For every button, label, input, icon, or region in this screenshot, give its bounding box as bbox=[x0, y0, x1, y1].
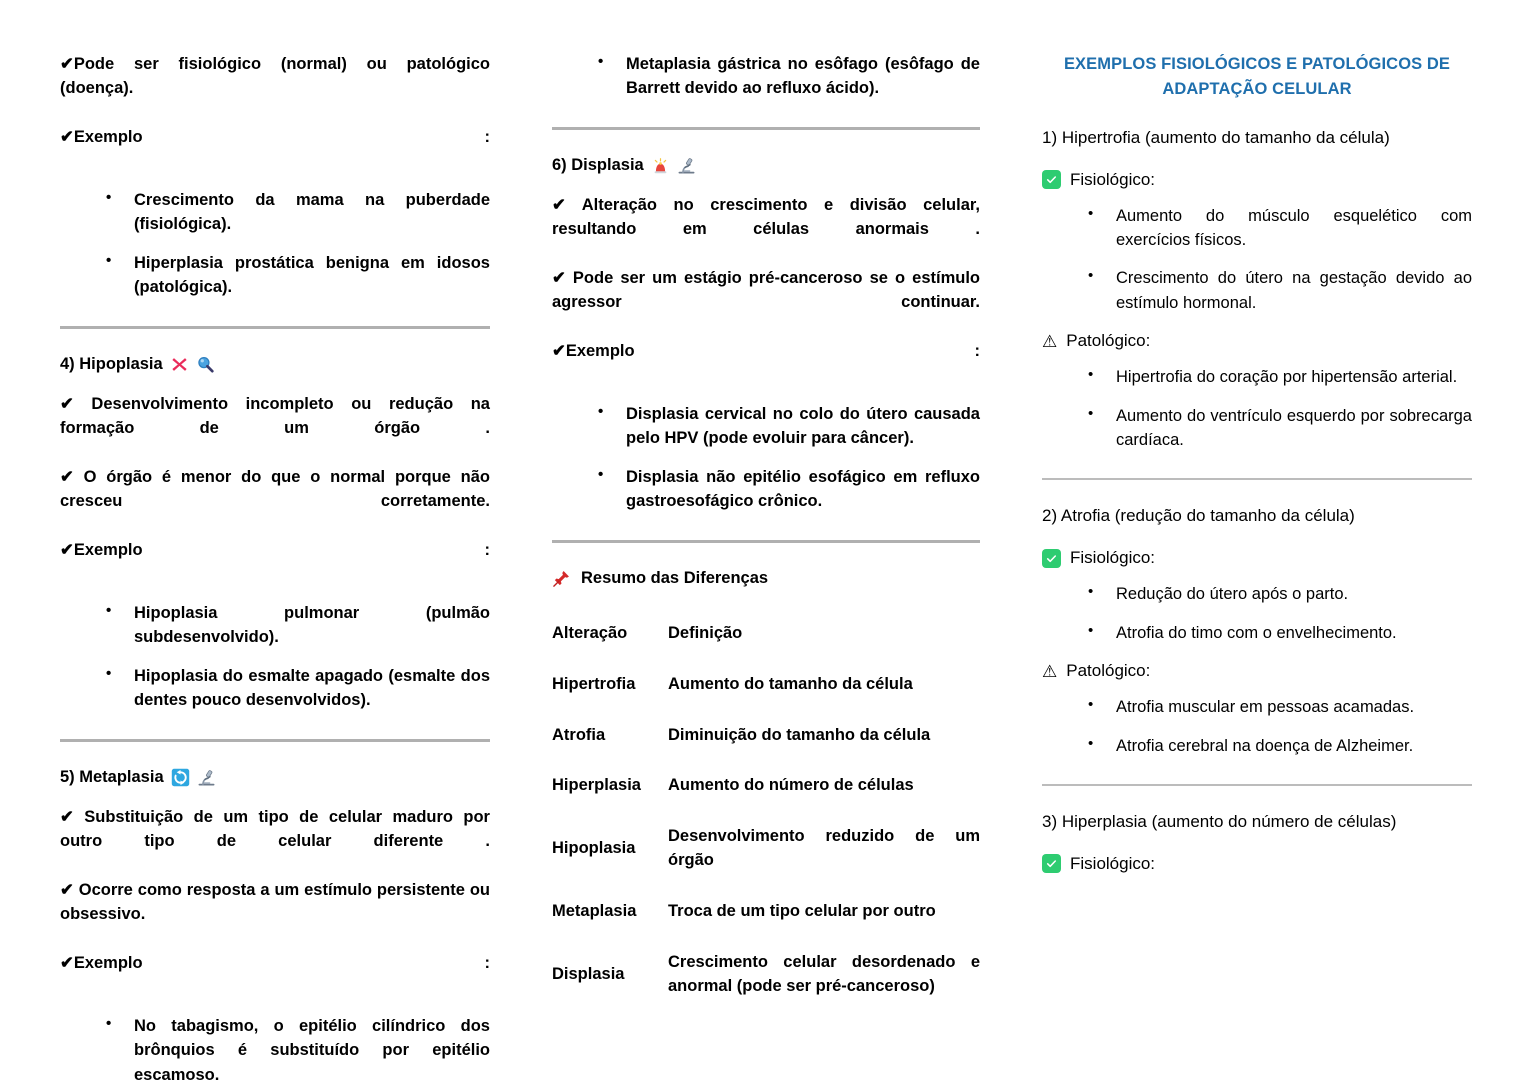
page-title: EXEMPLOS FISIOLÓGICOS E PATOLÓGICOS DE ADAPTAÇÃO CELULAR bbox=[1063, 55, 1451, 98]
patologico-label-text: Patológico: bbox=[1066, 331, 1151, 351]
metaplasia-line-1-text: Substituição de um tipo de celular maduro por outro tipo de celular diferente . bbox=[60, 807, 490, 850]
table-row bbox=[552, 766, 980, 817]
hipoplasia-examples-list bbox=[60, 601, 490, 713]
displasia-line-2 bbox=[552, 266, 980, 339]
check-glyph-icon: ✔ bbox=[60, 394, 92, 413]
hipoplasia-line-1-text: Desenvolvimento incompleto ou redução na formação de um órgão . bbox=[60, 394, 490, 438]
table-cell-term: Displasia bbox=[552, 965, 625, 984]
intro-line-2-text: Exemplo : bbox=[73, 128, 490, 147]
check-glyph-icon: ✔ bbox=[60, 807, 85, 826]
fisiologico-label-text: Fisiológico: bbox=[1070, 548, 1156, 568]
table-cell-definition: Aumento do número de células bbox=[668, 776, 914, 795]
table-cell-term: Metaplasia bbox=[552, 902, 637, 921]
fisiologico-label-text: Fisiológico: bbox=[1070, 853, 1156, 873]
displasia-line-1-text: Alteração no crescimento e divisão celular, resultando em células anormais . bbox=[552, 195, 980, 239]
resumo-table bbox=[552, 614, 980, 1003]
table-cell-definition: Crescimento celular desordenado e anormal (pode ser pré-canceroso) bbox=[668, 953, 980, 996]
column-header-alteracao: Alteração bbox=[552, 623, 628, 642]
check-glyph-icon: ✔ bbox=[552, 342, 566, 361]
list-item: • Aumento do músculo esquelético com exercícios físicos. bbox=[1088, 204, 1472, 253]
intro-examples-list bbox=[60, 188, 490, 300]
table-cell-definition: Desenvolvimento reduzido de um órgão bbox=[668, 827, 980, 870]
patologico-label bbox=[1042, 661, 1472, 681]
pushpin-icon bbox=[552, 569, 571, 588]
resumo-title-text: Resumo das Diferenças bbox=[581, 568, 769, 587]
table-row bbox=[552, 665, 980, 716]
column-header-definicao: Definição bbox=[668, 623, 743, 642]
metaplasia-continued-list bbox=[552, 52, 980, 101]
check-glyph-icon: ✔ bbox=[60, 55, 74, 73]
section-hiperplasia bbox=[1042, 812, 1472, 874]
microscope-icon bbox=[197, 768, 216, 787]
fisiologico-label bbox=[1042, 170, 1472, 190]
check-glyph-icon: ✔ bbox=[552, 269, 573, 288]
warning-triangle-icon: ⚠ bbox=[1042, 331, 1058, 351]
table-cell-definition: Aumento do tamanho da célula bbox=[668, 674, 913, 693]
table-header-row bbox=[552, 614, 980, 665]
magnifying-glass-icon bbox=[196, 355, 215, 374]
green-check-icon bbox=[1042, 854, 1061, 873]
hipoplasia-heading-text: 4) Hipoplasia bbox=[60, 354, 163, 373]
green-check-icon bbox=[1042, 170, 1061, 189]
cross-mark-icon bbox=[170, 355, 189, 374]
list-item: • Hipertrofia do coração por hipertensão arterial. bbox=[1088, 365, 1472, 389]
displasia-line-3-text: Exemplo : bbox=[565, 342, 980, 361]
section-divider bbox=[1042, 784, 1472, 786]
table-row bbox=[552, 943, 980, 1003]
check-glyph-icon: ✔ bbox=[60, 467, 84, 486]
table-row bbox=[552, 892, 980, 943]
middle-column bbox=[552, 52, 980, 1060]
table-cell-term: Hipertrofia bbox=[552, 674, 636, 693]
check-glyph-icon: ✔ bbox=[60, 128, 74, 147]
table-cell-definition: Diminuição do tamanho da célula bbox=[668, 725, 931, 744]
list-item: • Aumento do ventrículo esquerdo por sobrecarga cardíaca. bbox=[1088, 404, 1472, 453]
patologico-label-text: Patológico: bbox=[1066, 661, 1151, 681]
list-item: • Crescimento do útero na gestação devido ao estímulo hormonal. bbox=[1088, 266, 1472, 315]
section-heading: 1) Hipertrofia (aumento do tamanho da célula) bbox=[1042, 127, 1390, 147]
resumo-title bbox=[552, 569, 980, 588]
check-glyph-icon: ✔ bbox=[552, 195, 582, 214]
section-hipertrofia bbox=[1042, 128, 1472, 453]
intro-line-1-text: Pode ser fisiológico (normal) ou patológico (doença). bbox=[60, 55, 490, 98]
patologico-list bbox=[1042, 695, 1472, 758]
green-check-icon bbox=[1042, 549, 1061, 568]
list-item: • Hipoplasia do esmalte apagado (esmalte dos dentes pouco desenvolvidos). bbox=[106, 664, 490, 713]
intro-line-2 bbox=[60, 125, 490, 174]
table-cell-term: Hiperplasia bbox=[552, 776, 641, 795]
intro-line-1 bbox=[60, 52, 490, 125]
displasia-heading bbox=[552, 156, 980, 175]
metaplasia-line-2-text: Ocorre como resposta a um estímulo persistente ou obsessivo. bbox=[60, 880, 490, 924]
list-item: • Hiperplasia prostática benigna em idosos (patológica). bbox=[106, 251, 490, 300]
section-heading: 2) Atrofia (redução do tamanho da célula) bbox=[1042, 506, 1355, 526]
metaplasia-line-3-text: Exemplo : bbox=[73, 953, 490, 972]
list-item: • Atrofia do timo com o envelhecimento. bbox=[1088, 621, 1472, 645]
displasia-line-3 bbox=[552, 339, 980, 388]
table-cell-definition: Troca de um tipo celular por outro bbox=[668, 902, 936, 921]
hipoplasia-line-2-text: O órgão é menor do que o normal porque não cresceu corretamente. bbox=[60, 467, 490, 511]
check-glyph-icon: ✔ bbox=[60, 880, 79, 899]
displasia-heading-text: 6) Displasia bbox=[552, 155, 644, 174]
table-cell-term: Atrofia bbox=[552, 725, 606, 744]
metaplasia-heading-text: 5) Metaplasia bbox=[60, 767, 164, 786]
section-divider bbox=[1042, 478, 1472, 480]
fisiologico-list bbox=[1042, 204, 1472, 316]
metaplasia-line-2 bbox=[60, 878, 490, 951]
sync-refresh-icon bbox=[171, 768, 190, 787]
table-row bbox=[552, 817, 980, 892]
check-glyph-icon: ✔ bbox=[60, 953, 74, 972]
section-atrofia bbox=[1042, 506, 1472, 758]
list-item: • Displasia cervical no colo do útero causada pelo HPV (pode evoluir para câncer). bbox=[598, 402, 980, 451]
list-item: • Displasia não epitélio esofágico em refluxo gastroesofágico crônico. bbox=[598, 465, 980, 514]
table-row bbox=[552, 716, 980, 767]
warning-triangle-icon: ⚠ bbox=[1042, 661, 1058, 681]
hipoplasia-line-3-text: Exemplo : bbox=[73, 541, 490, 560]
fisiologico-label-text: Fisiológico: bbox=[1070, 169, 1156, 189]
list-item: • Atrofia muscular em pessoas acamadas. bbox=[1088, 695, 1472, 719]
section-divider bbox=[60, 739, 490, 742]
patologico-label bbox=[1042, 331, 1472, 351]
displasia-line-2-text: Pode ser um estágio pré-canceroso se o estímulo agressor continuar. bbox=[552, 269, 980, 312]
hipoplasia-line-1 bbox=[60, 392, 490, 465]
metaplasia-line-3 bbox=[60, 951, 490, 1000]
section-divider bbox=[552, 127, 980, 130]
left-column bbox=[60, 52, 490, 1084]
list-item: • No tabagismo, o epitélio cilíndrico dos brônquios é substituído por epitélio escamoso. bbox=[106, 1014, 490, 1087]
right-column bbox=[1042, 52, 1472, 1060]
list-item: • Redução do útero após o parto. bbox=[1088, 582, 1472, 606]
microscope-icon bbox=[677, 156, 696, 175]
metaplasia-heading bbox=[60, 768, 490, 787]
section-divider bbox=[60, 326, 490, 329]
section-heading: 3) Hiperplasia (aumento do número de células) bbox=[1042, 811, 1397, 831]
list-item: • Crescimento da mama na puberdade (fisiológica). bbox=[106, 188, 490, 237]
check-glyph-icon: ✔ bbox=[60, 541, 74, 560]
displasia-examples-list bbox=[552, 402, 980, 514]
list-item: • Hipoplasia pulmonar (pulmão subdesenvolvido). bbox=[106, 601, 490, 650]
metaplasia-examples-list bbox=[60, 1014, 490, 1087]
fisiologico-label bbox=[1042, 854, 1472, 874]
fisiologico-list bbox=[1042, 582, 1472, 645]
table-cell-term: Hipoplasia bbox=[552, 839, 636, 858]
hipoplasia-line-3 bbox=[60, 538, 490, 587]
rotating-light-icon bbox=[651, 156, 670, 175]
metaplasia-line-1 bbox=[60, 805, 490, 878]
list-item: • Atrofia cerebral na doença de Alzheimer. bbox=[1088, 734, 1472, 758]
patologico-list bbox=[1042, 365, 1472, 452]
fisiologico-label bbox=[1042, 548, 1472, 568]
list-item: • Metaplasia gástrica no esôfago (esôfago de Barrett devido ao refluxo ácido). bbox=[598, 52, 980, 101]
hipoplasia-line-2 bbox=[60, 465, 490, 538]
displasia-line-1 bbox=[552, 193, 980, 266]
section-divider bbox=[552, 540, 980, 543]
hipoplasia-heading bbox=[60, 355, 490, 374]
